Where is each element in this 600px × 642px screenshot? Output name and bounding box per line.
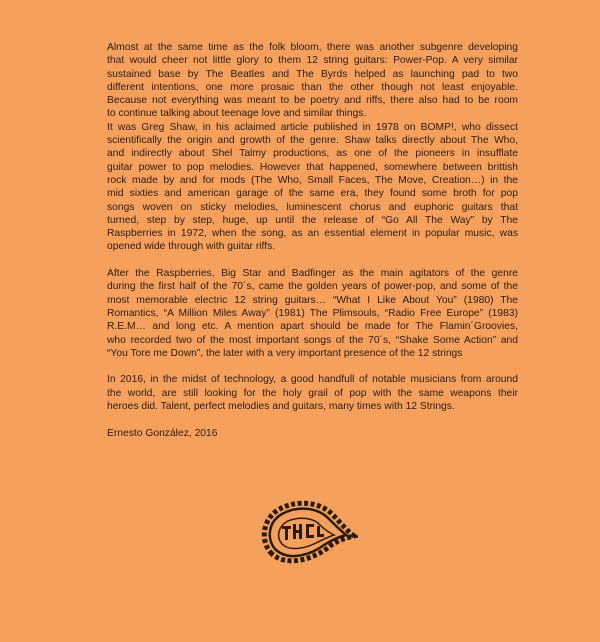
paragraph-greg-shaw [107, 121, 518, 254]
text-line: scientifically the origin and growth of the genre. Shaw talks directly about The Who, [107, 135, 518, 147]
text-line: Raspberries in 1972, when the song, as an essential element in popular music, was [107, 228, 518, 240]
text-line: sustained base by The Beatles and The Byrds helped as launching pad to two [107, 68, 518, 80]
text-line: Almost at the same time as the folk bloom, there was another subgenre developing [107, 42, 518, 53]
text-line: In 2016, in the midst of technology, a good handfull of notable musicians from around [107, 374, 518, 386]
paragraph-power-pop-intro [107, 41, 518, 121]
text-line: rock made by and for mods (The Who, Small Faces, The Move, Creation…) in the [107, 174, 518, 186]
text-line: mid sixties and american garage of the same era, they found some broth for pop [107, 188, 518, 200]
text-line: R.E.M… and long etc. A mention apart should be made for The Flamin´Groovies, [107, 321, 518, 333]
text-line: heroes did. Talent, perfect melodies and guitars, many times with 12 Strings. [107, 401, 455, 413]
text-line: Romantics, “A Million Miles Away” (1981) The Plimsouls, “Radio Free Europe” (1983) [107, 307, 518, 319]
text-line: to continue talking about teenage love and similar things. [107, 108, 367, 120]
text-line: Because not everything was meant to be poetry and riffs, there also had to be room [107, 95, 518, 107]
paragraph-golden-years [107, 267, 518, 360]
text-line: “You Tore me Down”, the later with a very important presence of the 12 strings [107, 347, 463, 359]
text-line: opened wide through with guitar riffs. [107, 241, 276, 253]
text-line: guitar power to pop melodies. However that happened, somewhere between brittish [107, 161, 518, 173]
text-line: different intentions, one more prosaic than the other though not least enjoyable. [107, 81, 518, 93]
text-line: during the first half of the 70´s, came the golden years of power-pop, and some of the [107, 281, 518, 293]
signature: Ernesto González, 2016 [107, 427, 218, 439]
text-line: After the Raspberries, Big Star and Badfinger as the main agitators of the genre [107, 268, 518, 280]
paragraph-2016 [107, 373, 518, 413]
text-line: and indirectly about Shel Talmy productions, as one of the pioneers in insufflate [107, 148, 518, 160]
text-line: that would cheer not little glory to them 12 string guitars: Power-Pop. A very similar [107, 55, 518, 67]
paisley-logo [258, 492, 358, 572]
article-body [107, 41, 518, 440]
text-line: most memorable electric 12 string guitars… “What I Like About You” (1980) The [107, 294, 518, 306]
text-line: who recorded two of the most important songs of the 70´s, “Shake Some Action” and [107, 334, 518, 346]
text-line: the world, are still looking for the holy grail of pop with the same weapons their [107, 387, 518, 399]
text-line: turned, step by step, huge, up until the release of “Go All The Way” by The [107, 214, 518, 226]
text-line: It was Greg Shaw, in his aclaimed article published in 1978 on BOMP!, who dissect [107, 121, 518, 133]
text-line: songs woven on sticky melodies, luminescent chorus and euphoric guitars that [107, 201, 518, 213]
